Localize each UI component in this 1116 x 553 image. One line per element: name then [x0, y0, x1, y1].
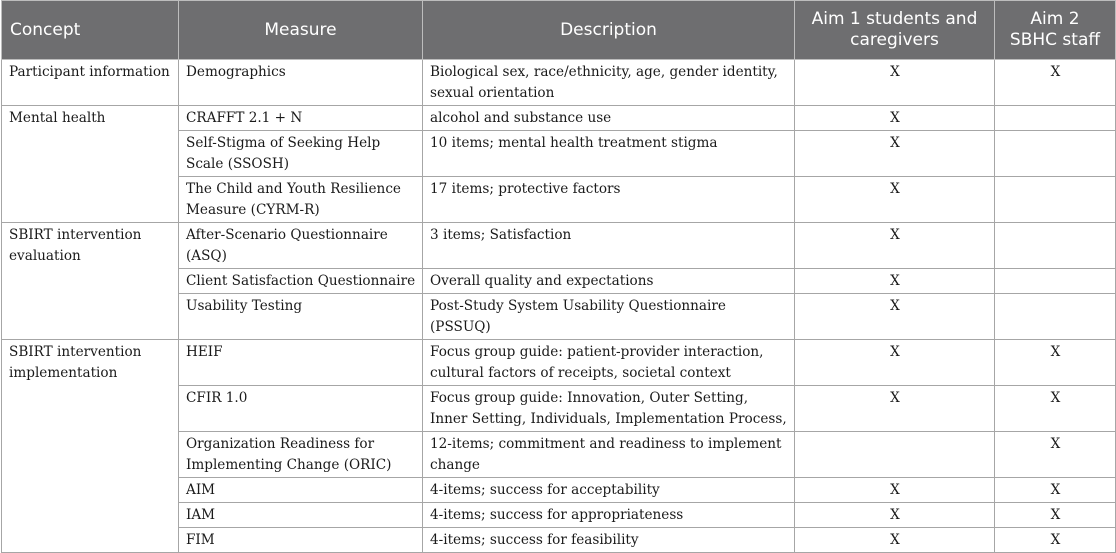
cell-concept: [2, 131, 179, 177]
cell-description: Biological sex, race/ethnicity, age, gender identity, sexual orientation: [423, 60, 795, 106]
cell-concept: [2, 503, 179, 528]
cell-aim2: [995, 294, 1116, 340]
cell-aim1: X: [795, 386, 995, 432]
cell-aim2: X: [995, 432, 1116, 478]
cell-concept: [2, 177, 179, 223]
cell-description: Post-Study System Usability Questionnaire (PSSUQ): [423, 294, 795, 340]
cell-aim2: [995, 269, 1116, 294]
table-row: [2, 478, 1116, 503]
cell-aim1: X: [795, 106, 995, 131]
header-description: Description: [423, 1, 795, 60]
cell-aim1: X: [795, 340, 995, 386]
header-aim2-line2: SBHC staff: [1009, 30, 1101, 50]
table-row: [2, 294, 1116, 340]
cell-description: 17 items; protective factors: [423, 177, 795, 223]
table-row: [2, 223, 1116, 269]
cell-measure: Organization Readiness for Implementing Change (ORIC): [179, 432, 423, 478]
cell-aim1: X: [795, 294, 995, 340]
cell-concept: [2, 294, 179, 340]
table-row: [2, 269, 1116, 294]
cell-aim1: X: [795, 223, 995, 269]
cell-measure: CRAFFT 2.1 + N: [179, 106, 423, 131]
cell-measure: The Child and Youth Resilience Measure (CYRM-R): [179, 177, 423, 223]
cell-aim1: X: [795, 528, 995, 553]
cell-measure: Client Satisfaction Questionnaire: [179, 269, 423, 294]
cell-aim1: X: [795, 131, 995, 177]
cell-aim2: X: [995, 386, 1116, 432]
cell-description: 4-items; success for feasibility: [423, 528, 795, 553]
cell-description: 4-items; success for acceptability: [423, 478, 795, 503]
cell-measure: HEIF: [179, 340, 423, 386]
cell-concept: [2, 386, 179, 432]
cell-concept: [2, 269, 179, 294]
cell-concept: SBIRT intervention evaluation: [2, 223, 179, 269]
table-row: [2, 131, 1116, 177]
cell-description: Overall quality and expectations: [423, 269, 795, 294]
cell-measure: FIM: [179, 528, 423, 553]
cell-measure: Self-Stigma of Seeking Help Scale (SSOSH): [179, 131, 423, 177]
header-aim2: [995, 1, 1116, 60]
cell-description: Focus group guide: Innovation, Outer Setting, Inner Setting, Individuals, Implementation Process,: [423, 386, 795, 432]
cell-aim2: X: [995, 340, 1116, 386]
table-row: [2, 106, 1116, 131]
cell-aim1: X: [795, 478, 995, 503]
table-row: [2, 503, 1116, 528]
cell-concept: [2, 528, 179, 553]
cell-concept: Participant information: [2, 60, 179, 106]
table-row: [2, 340, 1116, 386]
cell-description: Focus group guide: patient-provider interaction, cultural factors of receipts, societal context: [423, 340, 795, 386]
header-concept: Concept: [2, 1, 179, 60]
header-aim1-line1: Aim 1 students and: [811, 9, 978, 29]
cell-aim1: [795, 432, 995, 478]
cell-aim1: X: [795, 60, 995, 106]
cell-concept: [2, 432, 179, 478]
header-aim1: [795, 1, 995, 60]
header-aim1-line2: caregivers: [850, 30, 939, 50]
cell-measure: IAM: [179, 503, 423, 528]
cell-aim2: [995, 106, 1116, 131]
cell-aim2: [995, 177, 1116, 223]
cell-measure: After-Scenario Questionnaire (ASQ): [179, 223, 423, 269]
table-row: [2, 177, 1116, 223]
table-row: [2, 528, 1116, 553]
table-row: [2, 60, 1116, 106]
cell-concept: [2, 478, 179, 503]
cell-aim2: [995, 131, 1116, 177]
table-row: [2, 386, 1116, 432]
cell-aim2: X: [995, 60, 1116, 106]
cell-concept: SBIRT intervention implementation: [2, 340, 179, 386]
table-row: [2, 432, 1116, 478]
cell-measure: Usability Testing: [179, 294, 423, 340]
cell-aim1: X: [795, 177, 995, 223]
cell-aim2: X: [995, 503, 1116, 528]
cell-measure: Demographics: [179, 60, 423, 106]
cell-aim2: X: [995, 528, 1116, 553]
measures-table: [1, 0, 1116, 553]
cell-aim1: X: [795, 503, 995, 528]
header-measure: Measure: [179, 1, 423, 60]
cell-measure: AIM: [179, 478, 423, 503]
cell-description: 10 items; mental health treatment stigma: [423, 131, 795, 177]
cell-description: alcohol and substance use: [423, 106, 795, 131]
cell-aim2: [995, 223, 1116, 269]
header-row: [2, 1, 1116, 60]
cell-description: 12-items; commitment and readiness to implement change: [423, 432, 795, 478]
header-aim2-line1: Aim 2: [1030, 9, 1080, 29]
cell-description: 3 items; Satisfaction: [423, 223, 795, 269]
cell-concept: Mental health: [2, 106, 179, 131]
cell-aim1: X: [795, 269, 995, 294]
cell-description: 4-items; success for appropriateness: [423, 503, 795, 528]
cell-aim2: X: [995, 478, 1116, 503]
cell-measure: CFIR 1.0: [179, 386, 423, 432]
